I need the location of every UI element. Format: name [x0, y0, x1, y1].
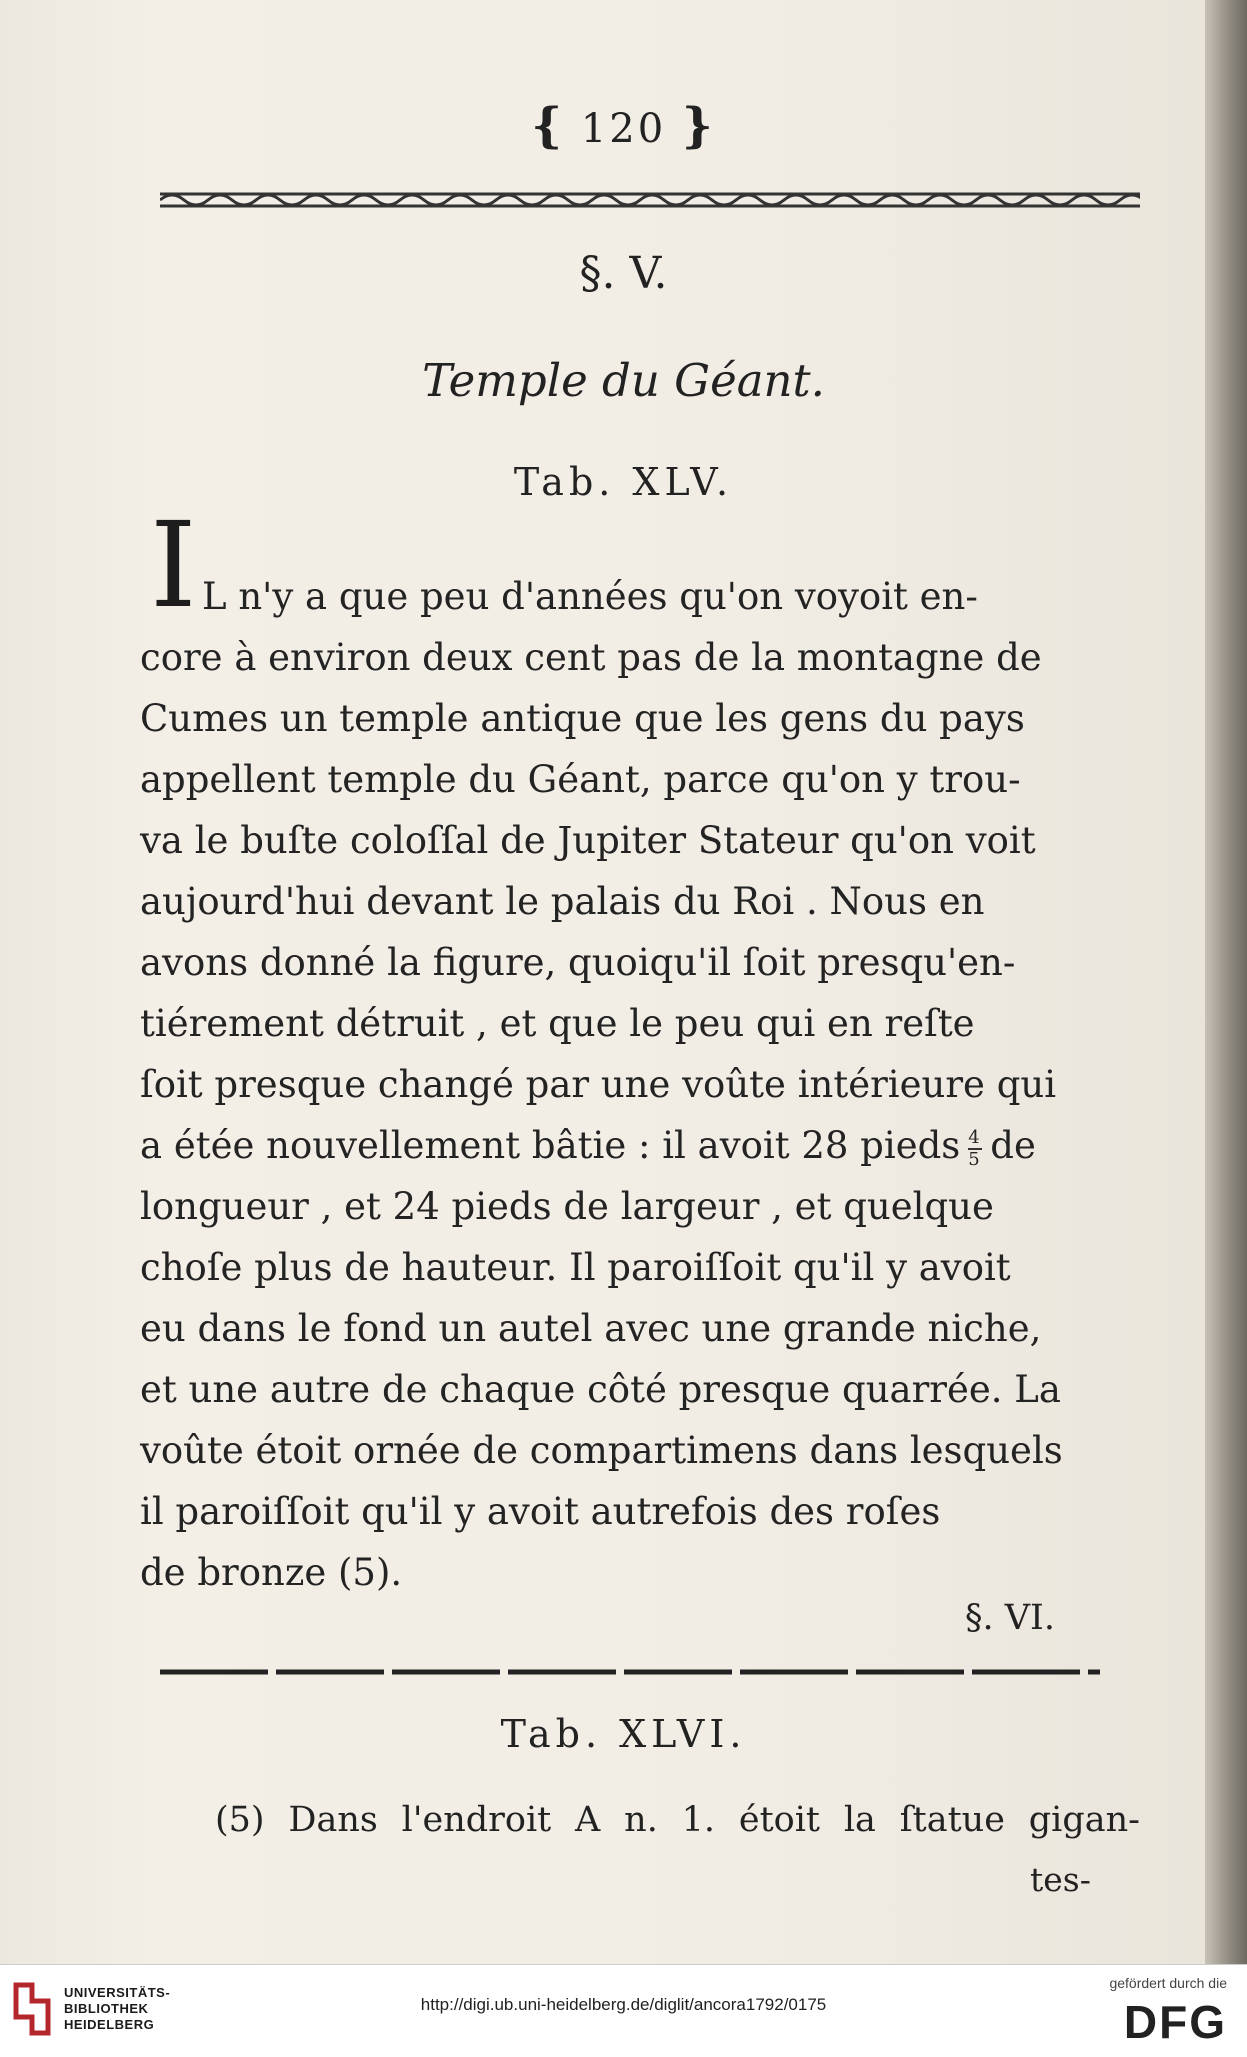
- viewer-footer: [0, 1964, 1247, 2057]
- body-paragraph: [140, 566, 1152, 1603]
- text-line: aujourd'hui devant le palais du Roi . Nous en: [140, 880, 985, 923]
- next-section-catch: §. VI.: [965, 1598, 1055, 1638]
- text-line: de bronze (5).: [140, 1551, 403, 1594]
- text-line: voûte étoit ornée de compartimens dans lesquels: [140, 1429, 1063, 1472]
- text-line: va le buſte coloſſal de Jupiter Stateur qu'on voit: [140, 819, 1036, 862]
- library-name[interactable]: UNIVERSITÄTS- BIBLIOTHEK HEIDELBERG: [64, 1985, 171, 2032]
- footnote: (5) Dans l'endroit A n. 1. étoit la ſtatue gigan-: [215, 1800, 1140, 1840]
- plate-reference: Tab. XLV.: [513, 460, 734, 504]
- fraction-denominator: 5: [968, 1148, 980, 1170]
- fraction-numerator: 4: [968, 1126, 980, 1148]
- bracket-right: }: [681, 98, 716, 154]
- text-line: core à environ deux cent pas de la montagne de: [140, 636, 1042, 679]
- text-line: choſe plus de hauteur. Il paroiſſoit qu'il y avoit: [140, 1246, 1011, 1289]
- catchword: tes-: [1030, 1860, 1091, 1899]
- text-line: longueur , et 24 pieds de largeur , et quelque: [140, 1185, 994, 1228]
- bracket-left: {: [531, 98, 566, 154]
- text-line: tiérement détruit , et que le peu qui en reſte: [140, 1002, 975, 1045]
- dfg-logo[interactable]: DFG: [1123, 1996, 1227, 2048]
- section-heading: §. V.: [579, 248, 668, 299]
- text-line: L n'y a que peu d'années qu'on voyoit en-: [202, 575, 978, 618]
- page-number-header: [0, 98, 1247, 154]
- plate-reference-2: Tab. XLVI.: [500, 1712, 747, 1756]
- text-line: il paroiſſoit qu'il y avoit autrefois des roſes: [140, 1490, 941, 1533]
- footnote-divider: [160, 1668, 1100, 1676]
- text-line: eu dans le fond un autel avec une grande niche,: [140, 1307, 1042, 1350]
- funding-label: gefördert durch die: [1109, 1975, 1227, 1991]
- fraction-line-after: de: [990, 1124, 1036, 1167]
- permalink-url[interactable]: http://digi.ub.uni-heidelberg.de/diglit/ancora1792/0175: [420, 1995, 827, 2014]
- text-line-with-fraction: [140, 1115, 1152, 1176]
- text-line: Cumes un temple antique que les gens du pays: [140, 697, 1025, 740]
- page-number: 120: [580, 106, 667, 152]
- text-line: et une autre de chaque côté presque quarrée. La: [140, 1368, 1061, 1411]
- fraction: [968, 1126, 982, 1170]
- chapter-title: Temple du Géant.: [422, 354, 825, 407]
- rope-ornament-divider: [160, 188, 1140, 212]
- drop-cap: I: [150, 496, 197, 634]
- text-line: ſoit presque changé par une voûte intérieure qui: [140, 1063, 1057, 1106]
- text-line: avons donné la figure, quoiqu'il ſoit presqu'en-: [140, 941, 1016, 984]
- text-line: appellent temple du Géant, parce qu'on y trou-: [140, 758, 1021, 801]
- fraction-line-before: a étée nouvellement bâtie : il avoit 28 pieds: [140, 1124, 961, 1167]
